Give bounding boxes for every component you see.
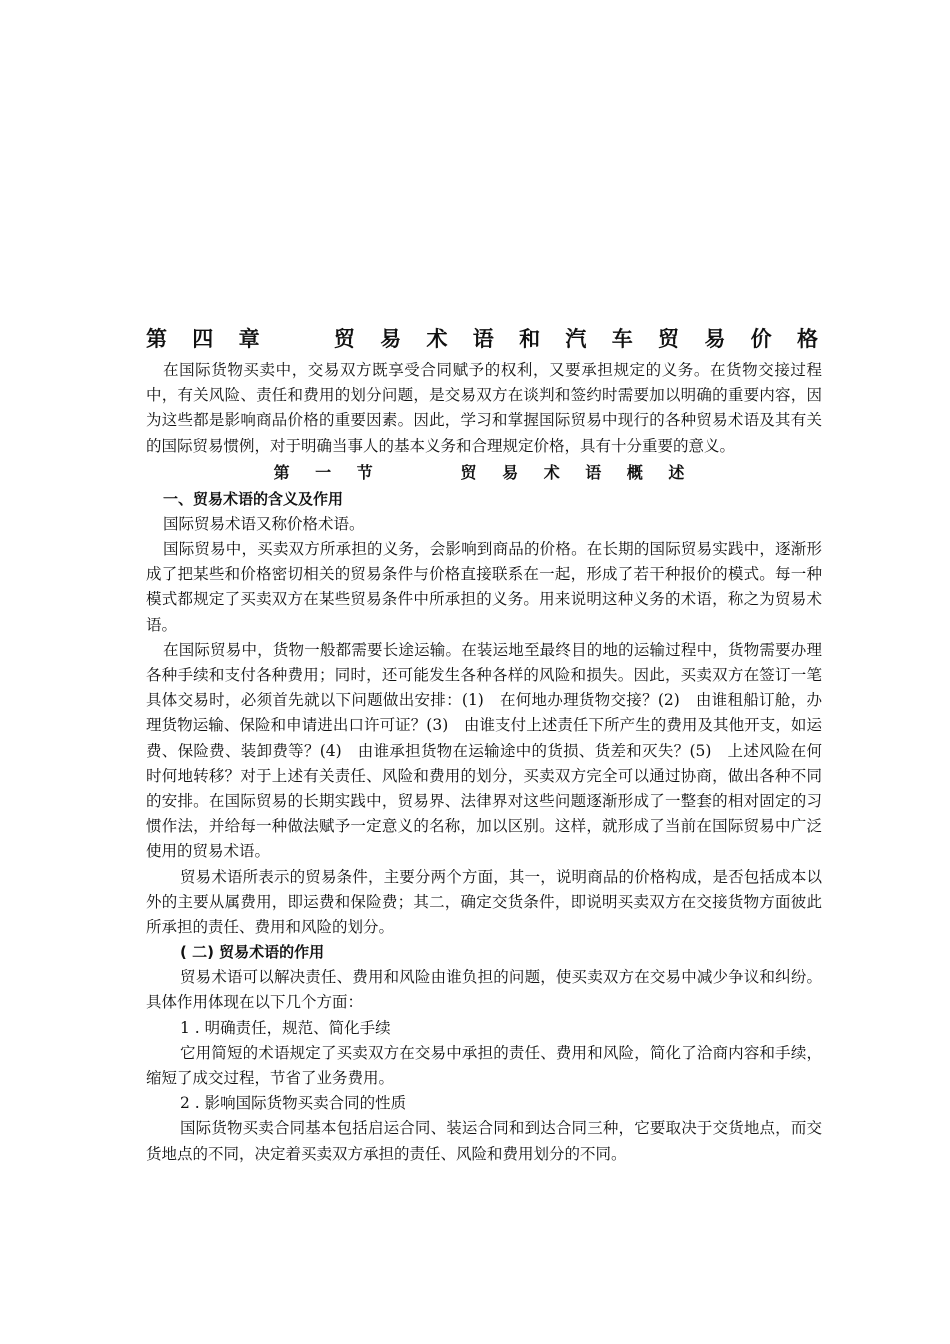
paragraph-conditions: 贸易术语所表示的贸易条件，主要分两个方面，其一，说明商品的价格构成，是否包括成本以外的主要从属费用，即运费和保险费；其二，确定交货条件，即说明买卖双方在交接货物方面彼此所承担的责任、费用和风险的划分。 (146, 867, 822, 937)
list-item-2-title: 2 . 影响国际货物买卖合同的性质 (180, 1094, 407, 1113)
section-title: 第 一 节 贸 易 术 语 概 述 (273, 462, 695, 482)
subsection-heading-function: ( 二) 贸易术语的作用 (180, 943, 325, 962)
subsection-heading-meaning: 一、贸易术语的含义及作用 (163, 489, 344, 508)
document-page (146, 322, 827, 1167)
chapter-title: 第 四 章 贸 易 术 语 和 汽 车 贸 易 价 格 (146, 327, 827, 351)
paragraph-item-1: 它用简短的术语规定了买卖双方在交易中承担的责任、费用和风险，简化了洽商内容和手续，缩短了成交过程，节省了业务费用。 (146, 1043, 822, 1088)
paragraph-function-intro: 贸易术语可以解决责任、费用和风险由谁负担的问题，使买卖双方在交易中减少争议和纠纷。具体作用体现在以下几个方面： (146, 968, 822, 1012)
paragraph-arrangements: 在国际贸易中，货物一般都需要长途运输。在装运地至最终目的地的运输过程中，货物需要办理各种手续和支付各种费用；同时，还可能发生各种各样的风险和损失。因此，买卖双方在签订一笔具体交易时，必须首先就以下问题做出安排：(1) 在何地办理货物交接？(2) 由谁租船订舱，办理货物运输、保险和申请进出口许可证？(3) 由谁支付上述责任下所产生的费用及其他开支，如运费、保险费、装卸费等？(4) 由谁承担货物在运输途中的货损、货差和灭失？(5) 上述风险在何时何地转移？对于上述有关责任、风险和费用的划分，买卖双方完全可以通过协商，做出各种不同的安排。在国际贸易的长期实践中，贸易界、法律界对这些问题逐渐形成了一整套的相对固定的习惯作法，并给每一种做法赋予一定意义的名称，加以区别。这样，就形成了当前在国际贸易中广泛使用的贸易术语。 (146, 640, 822, 861)
list-item-1-title: 1 . 明确责任，规范、简化手续 (180, 1018, 391, 1037)
paragraph-origin: 国际贸易中，买卖双方所承担的义务，会影响到商品的价格。在长期的国际贸易实践中，逐渐形成了把某些和价格密切相关的贸易条件与价格直接联系在一起，形成了若干种报价的模式。每一种模式都规定了买卖双方在某些贸易条件中所承担的义务。用来说明这种义务的术语，称之为贸易术语。 (146, 540, 822, 634)
intro-paragraph: 在国际货物买卖中，交易双方既享受合同赋予的权利，又要承担规定的义务。在货物交接过程中，有关风险、责任和费用的划分问题，是交易双方在谈判和签约时需要加以明确的重要内容，因为这些都是影响商品价格的重要因素。因此，学习和掌握国际贸易中现行的各种贸易术语及其有关的国际贸易惯例，对于明确当事人的基本义务和合理规定价格，具有十分重要的意义。 (146, 361, 822, 455)
paragraph-item-2: 国际货物买卖合同基本包括启运合同、装运合同和到达合同三种，它要取决于交货地点，而交货地点的不同，决定着买卖双方承担的责任、风险和费用划分的不同。 (146, 1119, 822, 1163)
paragraph-definition: 国际贸易术语又称价格术语。 (163, 514, 365, 533)
